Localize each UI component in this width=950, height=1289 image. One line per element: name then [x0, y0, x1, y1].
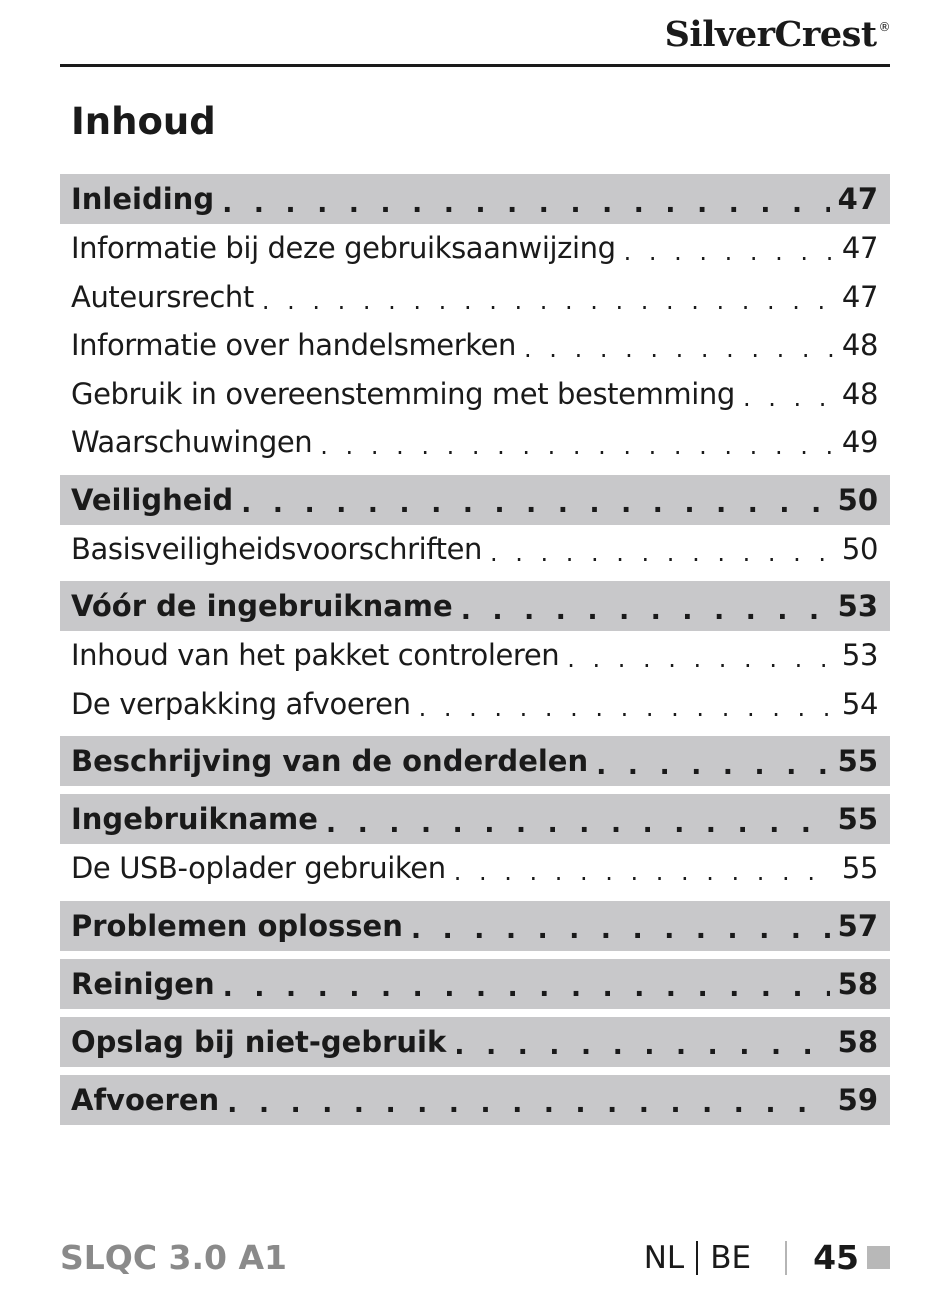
toc-section-page: 53	[837, 589, 878, 623]
toc-section-heading[interactable]	[60, 901, 890, 951]
toc-section-heading[interactable]	[60, 736, 890, 786]
toc-section-heading[interactable]	[60, 794, 890, 844]
toc-entry-label: Basisveiligheidsvoorschriften	[71, 531, 482, 566]
toc-section	[60, 794, 890, 893]
toc-entry-page: 48	[841, 328, 878, 363]
toc-section-heading[interactable]	[60, 475, 890, 525]
toc-entry-page: 54	[841, 686, 878, 721]
toc-entry-page: 50	[841, 531, 878, 566]
toc-entry-label: De verpakking afvoeren	[71, 686, 411, 721]
page-marker-square	[867, 1246, 890, 1269]
toc-section-label: Beschrijving van de onderdelen	[71, 744, 589, 778]
toc-section	[60, 736, 890, 786]
toc-leader-dots	[596, 750, 830, 781]
toc-leader-dots	[461, 595, 830, 626]
toc-leader-dots	[320, 432, 834, 460]
toc-entry[interactable]	[60, 680, 890, 729]
toc-entry-label: Auteursrecht	[71, 279, 254, 314]
page-separator	[785, 1241, 787, 1275]
toc-section	[60, 959, 890, 1009]
toc-section-label: Afvoeren	[71, 1082, 220, 1117]
toc-section	[60, 174, 890, 467]
toc-entry[interactable]	[60, 844, 890, 893]
toc-section	[60, 901, 890, 951]
toc-leader-dots	[222, 188, 830, 219]
toc-entry[interactable]	[60, 418, 890, 467]
toc-section-heading[interactable]	[60, 581, 890, 631]
toc-section-label: Problemen oplossen	[71, 908, 403, 943]
toc-leader-dots	[490, 539, 834, 567]
toc-section-heading[interactable]	[60, 1017, 890, 1067]
toc-entry[interactable]	[60, 370, 890, 419]
toc-leader-dots	[223, 972, 830, 1003]
toc-section-page: 57	[837, 908, 878, 943]
toc-entry-label: Gebruik in overeenstemming met bestemming	[71, 376, 735, 411]
toc-entry-page: 53	[841, 638, 878, 673]
toc-entry[interactable]	[60, 273, 890, 322]
toc-section-page: 55	[837, 802, 878, 836]
header-rule	[60, 64, 890, 67]
toc-section-label: Inleiding	[71, 182, 215, 216]
toc-section	[60, 581, 890, 728]
toc-entry-label: Waarschuwingen	[71, 425, 313, 460]
toc-entry[interactable]	[60, 321, 890, 370]
toc-leader-dots	[262, 287, 834, 315]
page-number: 45	[813, 1238, 859, 1277]
registered-mark: ®	[878, 20, 890, 34]
toc-entry[interactable]	[60, 631, 890, 680]
toc-section-heading[interactable]	[60, 1075, 890, 1125]
toc-entry-page: 49	[841, 425, 878, 460]
toc-entry-page: 48	[841, 376, 878, 411]
toc-section-page: 55	[837, 744, 878, 778]
toc-section	[60, 1017, 890, 1067]
toc-section-label: Reinigen	[71, 966, 215, 1001]
toc-leader-dots	[227, 1088, 829, 1119]
toc-entry-page: 47	[841, 279, 878, 314]
page-title: Inhoud	[71, 100, 216, 143]
toc-section-page: 47	[837, 182, 878, 216]
toc-leader-dots	[567, 645, 834, 673]
table-of-contents	[60, 174, 890, 1133]
toc-section	[60, 1075, 890, 1125]
toc-section-page: 50	[837, 482, 878, 517]
toc-leader-dots	[411, 914, 830, 945]
toc-section-heading[interactable]	[60, 959, 890, 1009]
toc-section-label: Ingebruikname	[71, 802, 318, 836]
toc-section	[60, 475, 890, 574]
toc-section-label: Veiligheid	[71, 482, 234, 517]
toc-leader-dots	[454, 858, 834, 886]
toc-section-heading[interactable]	[60, 174, 890, 224]
toc-leader-dots	[454, 1030, 829, 1061]
toc-entry-label: Inhoud van het pakket controleren	[71, 638, 560, 673]
toc-leader-dots	[241, 488, 830, 519]
toc-entry-page: 55	[841, 851, 878, 886]
silvercrest-logo	[665, 14, 890, 55]
toc-leader-dots	[743, 384, 834, 412]
toc-entry-label: De USB-oplader gebruiken	[71, 851, 446, 886]
toc-section-page: 59	[837, 1082, 878, 1117]
language-separator	[696, 1241, 698, 1275]
toc-section-page: 58	[837, 1024, 878, 1059]
brand-name: SilverCrest	[664, 14, 877, 55]
toc-section-page: 58	[837, 966, 878, 1001]
toc-entry-page: 47	[841, 231, 878, 266]
language-code-nl: NL	[643, 1239, 685, 1276]
toc-entry-label: Informatie bij deze gebruiksaanwijzing	[71, 231, 616, 266]
toc-entry-label: Informatie over handelsmerken	[71, 328, 517, 363]
toc-leader-dots	[624, 238, 834, 266]
toc-leader-dots	[419, 694, 834, 722]
toc-leader-dots	[524, 335, 834, 363]
toc-entry[interactable]	[60, 525, 890, 574]
toc-section-label: Vóór de ingebruikname	[71, 589, 453, 623]
language-code-be: BE	[710, 1239, 752, 1276]
toc-leader-dots	[326, 808, 830, 839]
model-number: SLQC 3.0 A1	[60, 1238, 288, 1277]
toc-section-label: Opslag bij niet-gebruik	[71, 1024, 447, 1059]
toc-entry[interactable]	[60, 224, 890, 273]
footer-page-info	[644, 1238, 890, 1277]
